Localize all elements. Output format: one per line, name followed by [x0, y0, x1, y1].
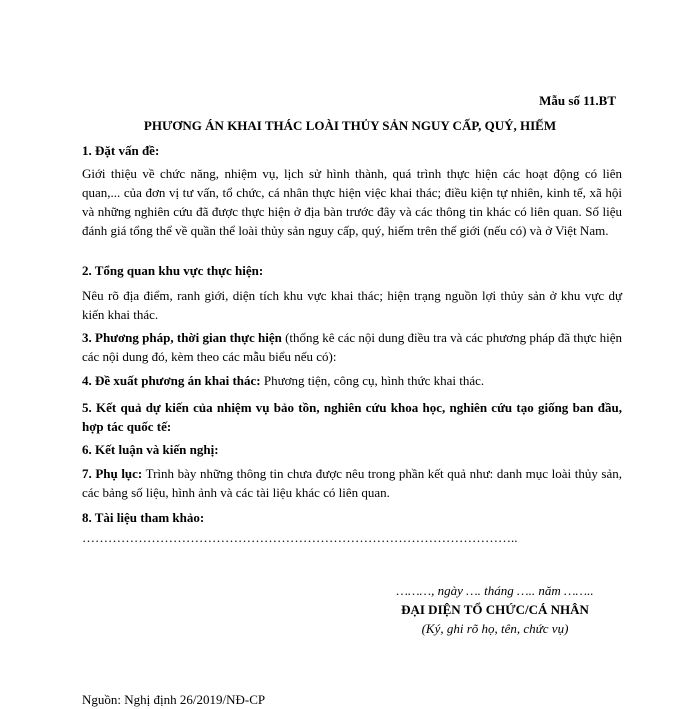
section-8-heading: 8. Tài liệu tham khảo: [82, 510, 205, 525]
section-4-heading: 4. Đề xuất phương án khai thác: [82, 373, 261, 388]
section-1-text: Giới thiệu về chức năng, nhiệm vụ, lịch sử hình thành, quá trình thực hiện các hoạt động có liên quan,... của đơn vị tư vấn, tổ chức, cá nhân thực hiện việc khai thác; điều kiện tự nhiên, kinh tế, xã hội và những nghiên cứu đã được thực hiện ở địa bàn trước đây và các thông tin khác có liên quan. Số liệu đánh giá tổng thể về quần thể loài thủy sản nguy cấp, quý, hiếm trên thế giới (nếu có) và ở Việt Nam. [82, 166, 622, 238]
section-6-heading: 6. Kết luận và kiến nghị: [82, 442, 219, 457]
section-7-text: Trình bày những thông tin chưa được nêu trong phần kết quả như: danh mục loài thủy sản, các bảng số liệu, hình ảnh và các tài liệu khác có liên quan. [82, 466, 623, 500]
section-5-heading: 5. Kết quả dự kiến của nhiệm vụ bảo tồn, nghiên cứu khoa học, nghiên cứu tạo giống ban đầu, hợp tác quốc tế: [82, 400, 622, 434]
section-7 [82, 464, 622, 502]
section-1-heading: 1. Đặt vấn đề: [82, 143, 160, 158]
signature-date-line: ………, ngày …. tháng ….. năm …….. [396, 583, 594, 598]
document-title: PHƯƠNG ÁN KHAI THÁC LOÀI THỦY SẢN NGUY CẤP, QUÝ, HIẾM [143, 118, 557, 133]
signature-note: (Ký, ghi rõ họ, tên, chức vụ) [421, 621, 569, 636]
section-3-text: (thống kê các nội dung điều tra và các phương pháp đã thực hiện các nội dung đó, kèm theo các mẫu biểu nếu có): [82, 330, 623, 364]
section-7-heading: 7. Phụ lục: [82, 466, 143, 481]
references-dotted-line: ……………………………………………………………………………………….. [82, 530, 518, 545]
section-3 [82, 328, 622, 366]
source-footer: Nguồn: Nghị định 26/2019/NĐ-CP [82, 692, 266, 707]
form-code: Mẫu số 11.BT [539, 93, 616, 108]
section-4-text: Phương tiện, công cụ, hình thức khai thác. [260, 373, 485, 388]
section-2-heading: 2. Tổng quan khu vực thực hiện: [82, 263, 264, 278]
signature-block [360, 581, 630, 638]
section-3-heading: 3. Phương pháp, thời gian thực hiện [82, 330, 282, 345]
section-2-text: Nêu rõ địa điểm, ranh giới, diện tích khu vực khai thác; hiện trạng nguồn lợi thủy sản ở khu vực dự kiến khai thác. [82, 288, 622, 322]
signature-title: ĐẠI DIỆN TỔ CHỨC/CÁ NHÂN [401, 602, 589, 617]
section-4 [82, 371, 622, 390]
